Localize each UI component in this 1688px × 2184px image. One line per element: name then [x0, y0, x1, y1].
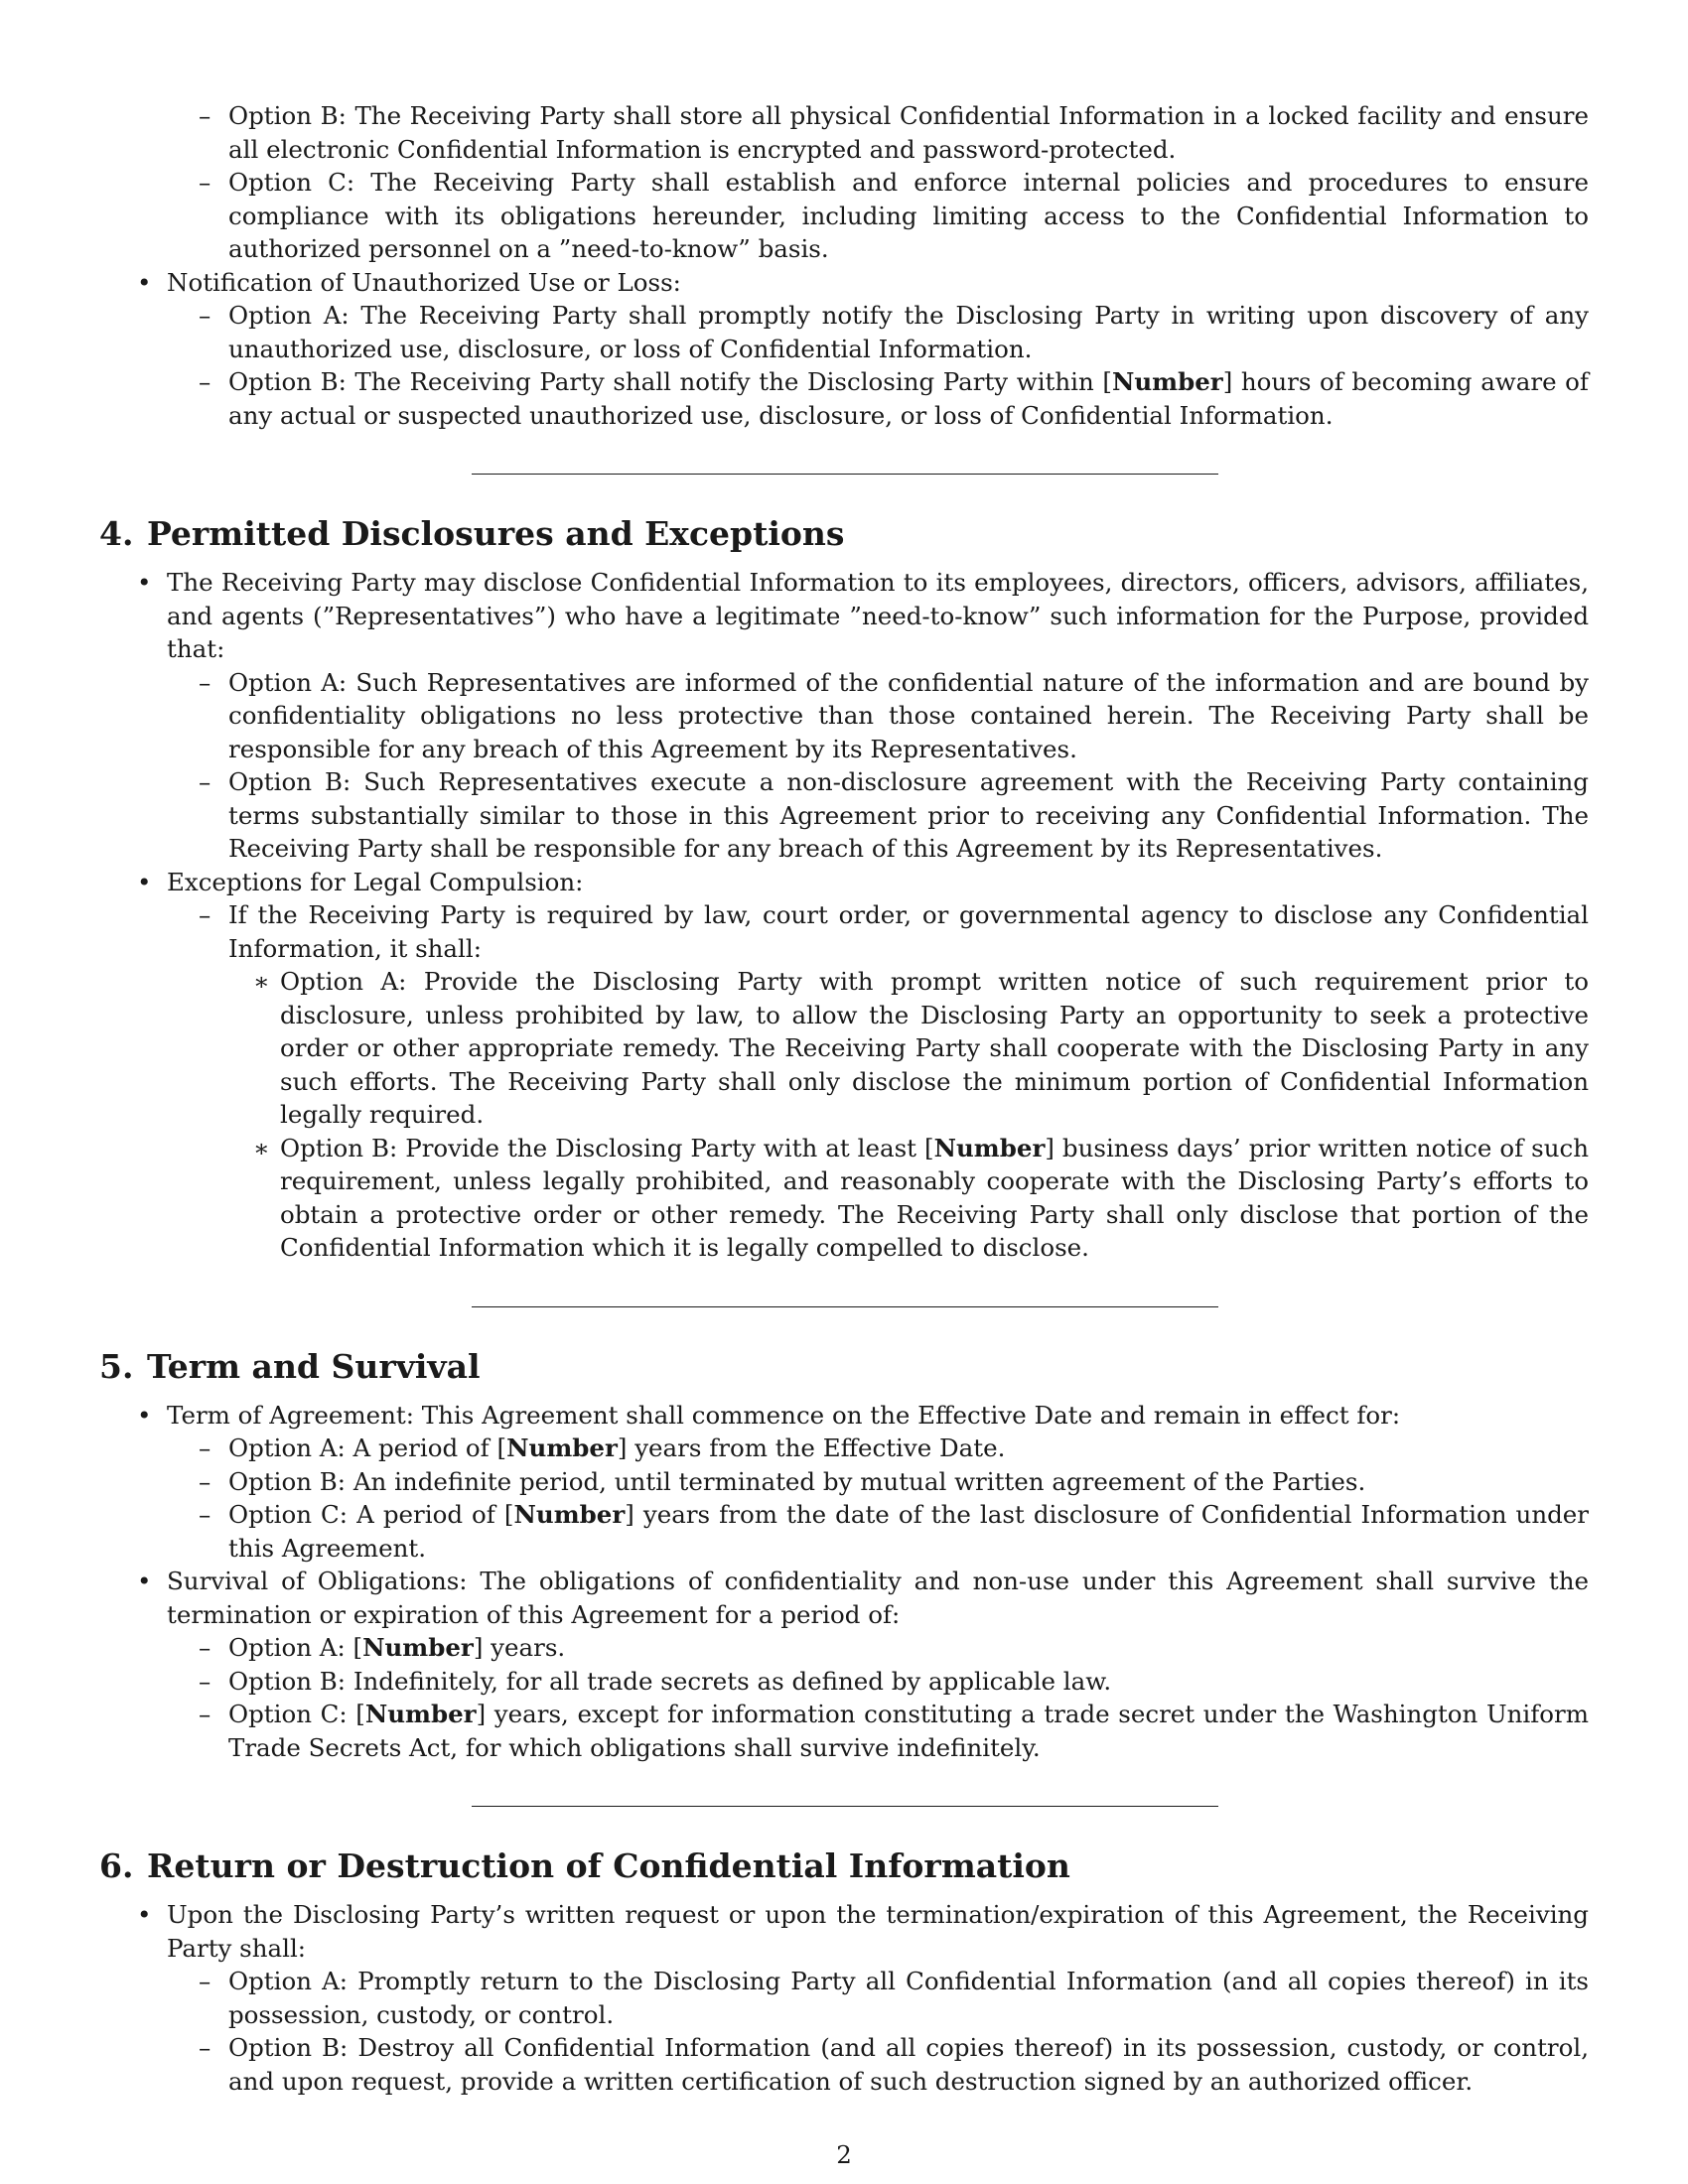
dash-marker: –	[199, 1666, 211, 1696]
section-divider	[472, 1306, 1218, 1307]
s3-notification-option-b: – Option B: The Receiving Party shall notify the Disclosing Party within [Number] hours of becoming aware of any actual or suspected unauthorized use, disclosure, or loss of Confidential Information.	[199, 367, 1589, 430]
s4-legal-bullet: • Exceptions for Legal Compulsion:	[167, 866, 1589, 899]
dash-marker: –	[199, 767, 211, 796]
dash-marker: –	[199, 1633, 211, 1662]
bullet-marker: •	[137, 867, 152, 896]
s5-survival-bullet: • Survival of Obligations: The obligations of confidentiality and non-use under this Agreement shall survive the termination or expiration of this Agreement for a period of:	[137, 1567, 1589, 1629]
s6-option-b: – Option B: Destroy all Confidential Information (and all copies thereof) in its possession, custody, or control, and upon request, provide a written certification of such destruction signed by an authorized officer.	[199, 2033, 1589, 2096]
number-placeholder: Number	[506, 1433, 618, 1462]
s4-legal-option-b: ∗ Option B: Provide the Disclosing Party with at least [Number] business days’ prior written notice of such requirement, unless legally prohibited, and reasonably cooperate with the Disclosing Party’s efforts to obtain a protective order or other remedy. The Receiving Party shall only disclose that portion of the Confidential Information which it is legally compelled to disclose.	[253, 1133, 1589, 1262]
star-marker: ∗	[253, 967, 270, 996]
number-placeholder: Number	[1111, 367, 1223, 396]
s5-survival-option-c: – Option C: [Number] years, except for information constituting a trade secret under the Washington Uniform Trade Secrets Act, for which obligations shall survive indefinitely.	[199, 1700, 1589, 1762]
number-placeholder: Number	[513, 1500, 626, 1529]
dash-marker: –	[199, 1466, 211, 1496]
dash-marker: –	[199, 900, 211, 929]
dash-marker: –	[199, 367, 211, 396]
dash-marker: –	[199, 101, 211, 130]
s3-storage-option-c: – Option C: The Receiving Party shall establish and enforce internal policies and procedures to ensure compliance with its obligations hereunder, including limiting access to the Confidential Information to authorized personnel on a ”need-to-know” basis.	[199, 168, 1589, 263]
star-marker: ∗	[253, 1133, 270, 1162]
s5-survival-option-a: – Option A: [Number] years.	[228, 1631, 1589, 1665]
bullet-marker: •	[137, 568, 152, 597]
bullet-marker: •	[137, 1567, 152, 1595]
bullet-marker: •	[137, 1900, 152, 1929]
s6-option-a: – Option A: Promptly return to the Disclosing Party all Confidential Information (and all copies thereof) in its possession, custody, or control.	[199, 1967, 1589, 2029]
s3-notification-bullet: • Notification of Unauthorized Use or Loss:	[167, 266, 1589, 300]
s6-intro-bullet: • Upon the Disclosing Party’s written request or upon the termination/expiration of this Agreement, the Receiving Party shall:	[137, 1900, 1589, 1963]
s5-term-option-b: – Option B: An indefinite period, until terminated by mutual written agreement of the Parties.	[228, 1465, 1589, 1499]
s4-legal-option-a: ∗ Option A: Provide the Disclosing Party with prompt written notice of such requirement prior to disclosure, unless prohibited by law, to allow the Disclosing Party an opportunity to seek a protective order or other appropriate remedy. The Receiving Party shall cooperate with the Disclosing Party in any such efforts. The Receiving Party shall only disclose the minimum portion of Confidential Information legally required.	[253, 967, 1589, 1129]
s5-term-option-c: – Option C: A period of [Number] years from the date of the last disclosure of Confidential Information under this Agreement.	[199, 1500, 1590, 1563]
section-4-heading: 4. Permitted Disclosures and Exceptions	[99, 514, 845, 553]
s5-survival-option-b: – Option B: Indefinitely, for all trade secrets as defined by applicable law.	[228, 1665, 1589, 1699]
section-divider	[472, 474, 1218, 475]
s3-notification-option-a: – Option A: The Receiving Party shall promptly notify the Disclosing Party in writing upon discovery of any unauthorized use, disclosure, or loss of Confidential Information.	[199, 301, 1589, 363]
document-body	[99, 99, 1589, 2098]
dash-marker: –	[199, 1500, 211, 1529]
s5-term-option-a: – Option A: A period of [Number] years from the Effective Date.	[228, 1432, 1589, 1465]
dash-marker: –	[199, 301, 211, 330]
s4-legal-if: – If the Receiving Party is required by law, court order, or governmental agency to disclose any Confidential Information, it shall:	[199, 900, 1589, 963]
number-placeholder: Number	[933, 1133, 1046, 1162]
s4-option-b: – Option B: Such Representatives execute a non-disclosure agreement with the Receiving Party containing terms substantially similar to those in this Agreement prior to receiving any Confidential Information. The Receiving Party shall be responsible for any breach of this Agreement by its Representatives.	[199, 767, 1589, 863]
s3-storage-option-b: – Option B: The Receiving Party shall store all physical Confidential Information in a locked facility and ensure all electronic Confidential Information is encrypted and password-protected.	[199, 101, 1589, 164]
section-6-heading: 6. Return or Destruction of Confidential Information	[99, 1846, 1070, 1885]
bullet-marker: •	[137, 267, 152, 297]
dash-marker: –	[199, 168, 211, 197]
dash-marker: –	[199, 1700, 211, 1728]
bullet-marker: •	[137, 1400, 152, 1430]
number-placeholder: Number	[364, 1700, 477, 1728]
dash-marker: –	[199, 667, 211, 697]
s5-term-bullet: • Term of Agreement: This Agreement shall commence on the Effective Date and remain in effect for:	[167, 1399, 1589, 1433]
section-5-heading: 5. Term and Survival	[99, 1346, 481, 1386]
s4-intro-bullet: • The Receiving Party may disclose Confidential Information to its employees, directors, officers, advisors, affiliates, and agents (”Representatives”) who have a legitimate ”need-to-know” such information for the Purpose, provided that:	[137, 568, 1589, 663]
dash-marker: –	[199, 1967, 211, 1995]
page-number: 2	[836, 2140, 852, 2169]
dash-marker: –	[199, 2033, 211, 2062]
number-placeholder: Number	[362, 1633, 474, 1662]
dash-marker: –	[199, 1433, 211, 1462]
s4-option-a: – Option A: Such Representatives are informed of the confidential nature of the information and are bound by confidentiality obligations no less protective than those contained herein. The Receiving Party shall be responsible for any breach of this Agreement by its Representatives.	[199, 667, 1589, 763]
section-divider	[472, 1806, 1218, 1807]
